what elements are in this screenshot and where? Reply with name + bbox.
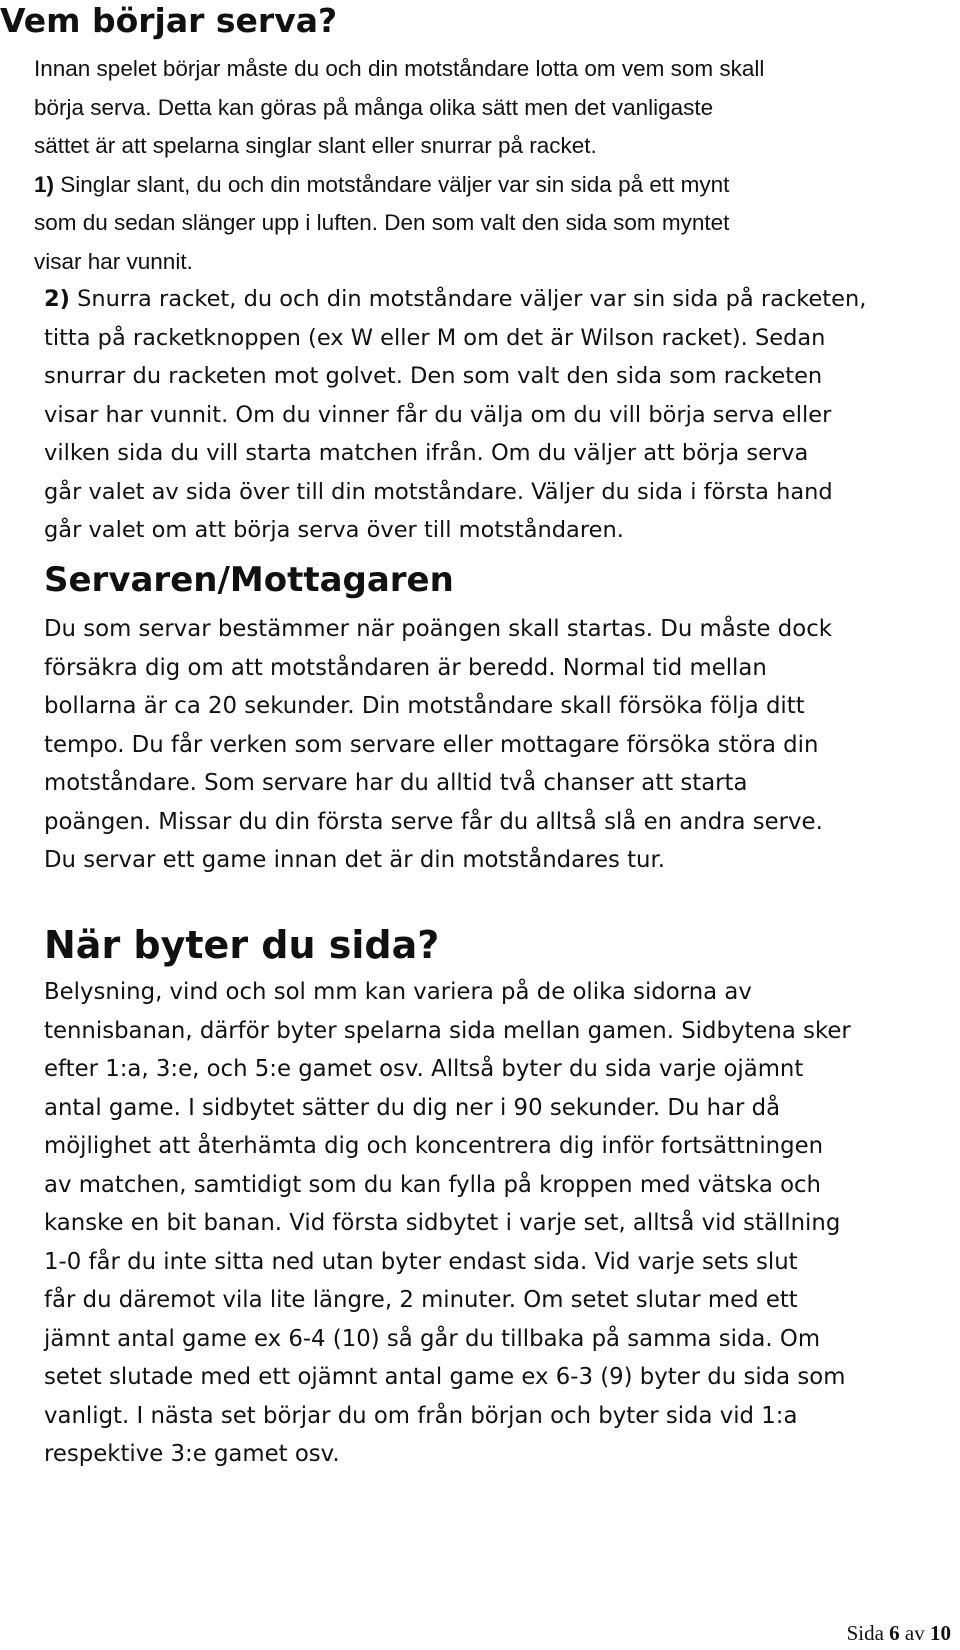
page-of-label: av	[904, 1621, 925, 1645]
section-title-who-serves: Vem börjar serva?	[0, 1, 338, 40]
text-line: visar har vunnit.	[34, 248, 193, 274]
text-fragment: Singlar slant, du och din motståndare väljer var sin sida på ett mynt	[60, 171, 730, 197]
list-number: 2)	[44, 286, 70, 312]
text-line: snurrar du racketen mot golvet. Den som valt den sida som racketen	[44, 363, 823, 389]
text-line: motståndare. Som servare har du alltid två chanser att starta	[44, 770, 748, 796]
list-number: 1)	[34, 171, 55, 197]
list-item-2-line	[44, 280, 866, 319]
text-line: Innan spelet börjar måste du och din motståndare lotta om vem som skall	[34, 56, 765, 81]
section-title-change-sides: När byter du sida?	[44, 923, 440, 967]
section-title-server-receiver: Servaren/Mottagaren	[44, 560, 454, 600]
text-line: tennisbanan, därför byter spelarna sida mellan gamen. Sidbytena sker	[44, 1017, 851, 1044]
text-line: kanske en bit banan. Vid första sidbytet i varje set, alltså vid ställning	[44, 1210, 841, 1236]
text-line: antal game. I sidbytet sätter du dig ner i 90 sekunder. Du har då	[44, 1094, 781, 1121]
text-line: försäkra dig om att motståndaren är beredd. Normal tid mellan	[44, 654, 767, 681]
text-line: respektive 3:e gamet osv.	[44, 1441, 340, 1467]
total-pages-number: 10	[930, 1621, 951, 1645]
change-sides-paragraph	[44, 973, 851, 1474]
text-line: setet slutade med ett ojämnt antal game ex 6-3 (9) byter du sida som	[44, 1364, 846, 1390]
text-line: visar har vunnit. Om du vinner får du välja om du vill börja serva eller	[44, 401, 832, 428]
page-number-footer	[847, 1620, 951, 1646]
text-line: Du servar ett game innan det är din motståndares tur.	[44, 847, 666, 873]
text-line: som du sedan slänger upp i luften. Den som valt den sida som myntet	[34, 210, 730, 235]
current-page-number: 6	[889, 1621, 900, 1645]
server-receiver-paragraph	[44, 610, 832, 880]
text-line: går valet av sida över till din motståndare. Väljer du sida i första hand	[44, 478, 833, 505]
text-line: Du som servar bestämmer när poängen skall startas. Du måste dock	[44, 616, 832, 642]
list-item-1-line	[34, 166, 764, 205]
text-line: vilken sida du vill starta matchen ifrån. Om du väljer att börja serva	[44, 440, 809, 466]
text-line: titta på racketknoppen (ex W eller M om det är Wilson racket). Sedan	[44, 324, 826, 351]
text-line: efter 1:a, 3:e, och 5:e gamet osv. Alltså byter du sida varje ojämnt	[44, 1056, 804, 1082]
text-line: sättet är att spelarna singlar slant eller snurrar på racket.	[34, 133, 597, 158]
text-line: 1-0 får du inte sitta ned utan byter endast sida. Vid varje sets slut	[44, 1248, 798, 1275]
text-line: poängen. Missar du din första serve får du alltså slå en andra serve.	[44, 808, 823, 835]
text-line: möjlighet att återhämta dig och koncentrera dig inför fortsättningen	[44, 1133, 824, 1159]
intro-paragraph	[34, 50, 764, 281]
page-label: Sida	[846, 1621, 884, 1645]
text-line: går valet om att börja serva över till motståndaren.	[44, 517, 624, 543]
text-line: jämnt antal game ex 6-4 (10) så går du tillbaka på samma sida. Om	[44, 1325, 821, 1352]
text-fragment: Snurra racket, du och din motståndare väljer var sin sida på racketen,	[77, 286, 867, 312]
text-line: får du däremot vila lite längre, 2 minuter. Om setet slutar med ett	[44, 1287, 798, 1313]
list-item-2-paragraph	[44, 280, 866, 550]
text-line: bollarna är ca 20 sekunder. Din motståndare skall försöka följa ditt	[44, 693, 805, 719]
text-line: tempo. Du får verken som servare eller mottagare försöka störa din	[44, 731, 819, 758]
text-line: Belysning, vind och sol mm kan variera på de olika sidorna av	[44, 979, 752, 1005]
text-line: av matchen, samtidigt som du kan fylla på kroppen med vätska och	[44, 1171, 822, 1198]
text-line: börja serva. Detta kan göras på många olika sätt men det vanligaste	[34, 94, 714, 120]
text-line: vanligt. I nästa set börjar du om från början och byter sida vid 1:a	[44, 1402, 798, 1429]
